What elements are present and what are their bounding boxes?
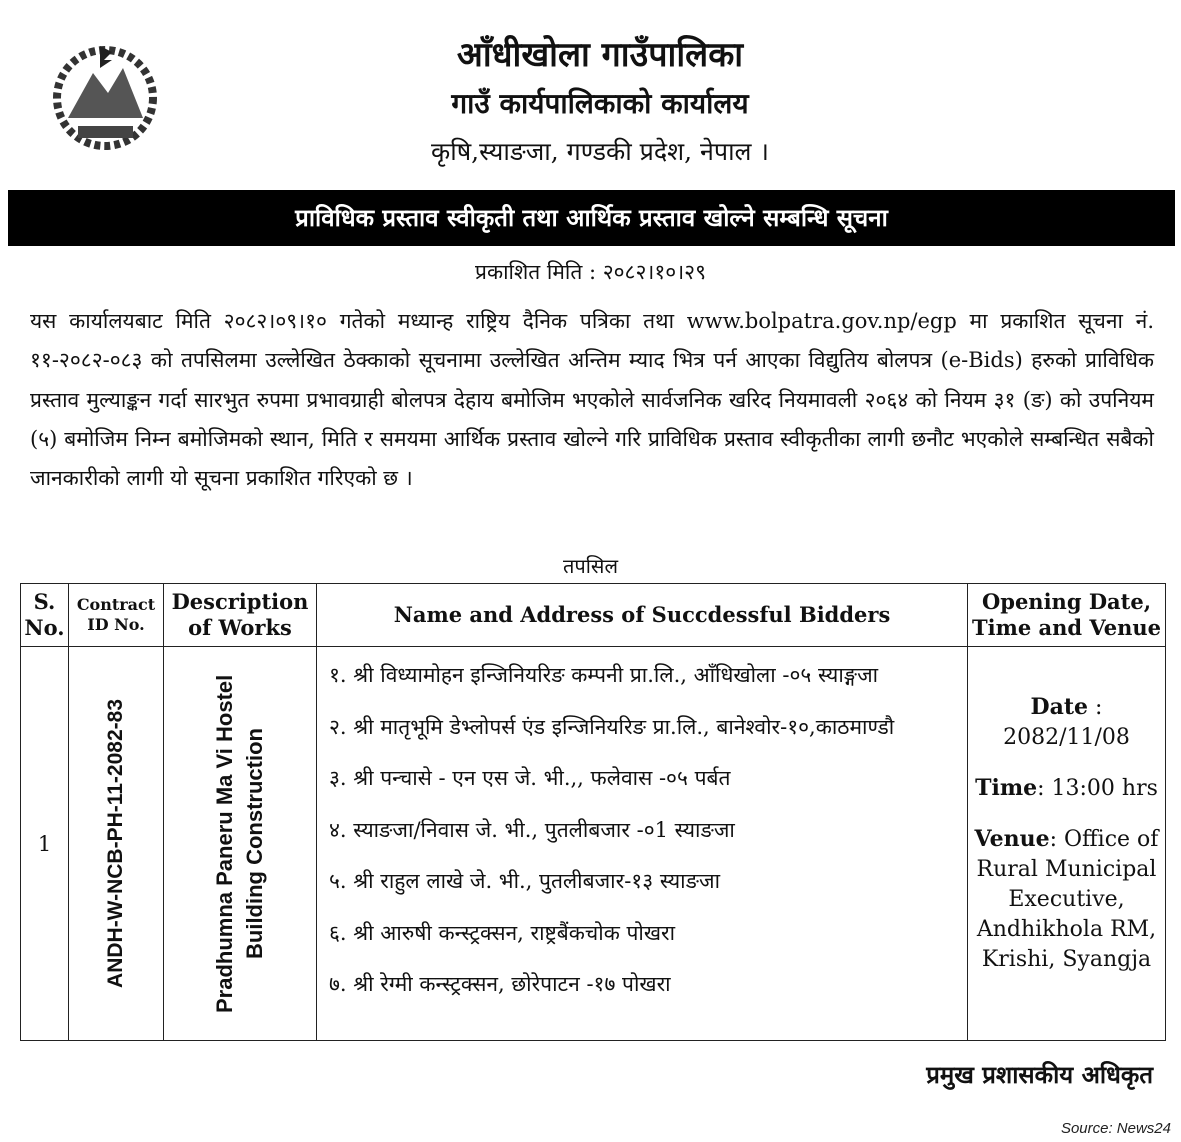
- bidder-item: ७. श्री रेग्मी कन्स्ट्रक्सन, छोरेपाटन -१७ पोखरा: [329, 972, 671, 996]
- bidder-item: ४. स्याङजा/निवास जे. भी., पुतलीबजार -०1 स्याङजा: [329, 817, 735, 842]
- header-opening: Opening Date, Time and Venue: [968, 584, 1166, 647]
- bidder-item: १. श्री विध्यामोहन इन्जिनियरिङ कम्पनी प्रा.लि., आँधिखोला -०५ स्याङ्गजा: [329, 663, 879, 687]
- bidder-item: ६. श्री आरुषी कन्स्ट्रक्सन, राष्ट्रबैंकचोक पोखरा: [329, 920, 676, 945]
- opening-date: : 2082/11/08: [1003, 695, 1130, 750]
- header-description: Description of Works: [164, 584, 317, 647]
- cell-description: Pradhumna Paneru Ma Vi Hostel Building Construction: [212, 674, 267, 1013]
- header-sn: S. No.: [21, 584, 69, 647]
- cell-opening: [968, 647, 1166, 1041]
- venue-label: Venue: [974, 826, 1050, 852]
- header-contract: Contract ID No.: [69, 584, 164, 647]
- bidder-item: ५. श्री राहुल लाखे जे. भी., पुतलीबजार-१३ स्याङजा: [329, 869, 721, 893]
- notice-title: प्राविधिक प्रस्ताव स्वीकृती तथा आर्थिक प्रस्ताव खोल्ने सम्बन्धि सूचना: [8, 190, 1175, 246]
- published-date: प्रकाशित मिति : २०८२।१०।२९: [475, 260, 706, 284]
- date-label: Date: [1030, 694, 1089, 720]
- cell-sn: 1: [21, 647, 69, 1041]
- table-row: [21, 647, 1166, 1041]
- nepal-emblem-logo: [48, 38, 163, 153]
- cell-bidders: [317, 647, 968, 1041]
- signatory-title: प्रमुख प्रशासकीय अधिकृत: [926, 1060, 1153, 1089]
- source-credit: Source: News24: [1060, 1120, 1171, 1137]
- header-bidders: Name and Address of Succdessful Bidders: [317, 584, 968, 647]
- municipality-name: आँधीखोला गाउँपालिका: [456, 35, 744, 75]
- time-label: Time: [975, 775, 1038, 801]
- opening-venue: : Office of Rural Municipal Executive, Andhikhola RM, Krishi, Syangja: [976, 827, 1159, 972]
- office-name: गाउँ कार्यपालिकाको कार्यालय: [451, 87, 749, 120]
- bidders-table: [20, 583, 1166, 1041]
- office-address: कृषि,स्याङजा, गण्डकी प्रदेश, नेपाल ।: [431, 137, 769, 166]
- table-header-row: [21, 584, 1166, 647]
- bidder-item: ३. श्री पन्चासे - एन एस जे. भी.,, फलेवास -०५ पर्बत: [329, 766, 731, 790]
- cell-contract-id: ANDH-W-NCB-PH-11-2082-83: [104, 699, 127, 988]
- bidder-item: २. श्री मातृभूमि डेभ्लोपर्स एंड इन्जिनियरिङ प्रा.लि., बानेश्वोर-१०,काठमाण्डौ: [329, 714, 895, 739]
- opening-time: : 13:00 hrs: [1037, 776, 1158, 801]
- schedule-label: तपसिल: [562, 554, 619, 578]
- notice-body: यस कार्यालयबाट मिति २०८२।०९।१० गतेको मध्यान्ह राष्ट्रिय दैनिक पत्रिका तथा www.bolpatra.gov.np/egp मा प्रकाशित सूचना नं. ११-२०८२-०८३ को तपसिलमा उल्लेखित ठेक्काको सूचनामा उल्लेखित अन्तिम म्याद भित्र पर्न आएका विद्युतिय बोलपत्र (e-Bids) हरुको प्राविधिक प्रस्ताव मुल्याङ्कन गर्दा सारभुत रुपमा प्रभावग्राही बोलपत्र देहाय बमोजिम भएकोले सार्वजनिक खरिद नियमावली २०६४ को नियम ३१ (ङ) को उपनियम (५) बमोजिम निम्न बमोजिमको स्थान, मिति र समयमा आर्थिक प्रस्ताव खोल्ने गरि प्राविधिक प्रस्ताव स्वीकृतीका लागी छनौट भएकोले सम्बन्धित सबैको जानकारीको लागी यो सूचना प्रकाशित गरिएको छ ।: [30, 309, 1154, 491]
